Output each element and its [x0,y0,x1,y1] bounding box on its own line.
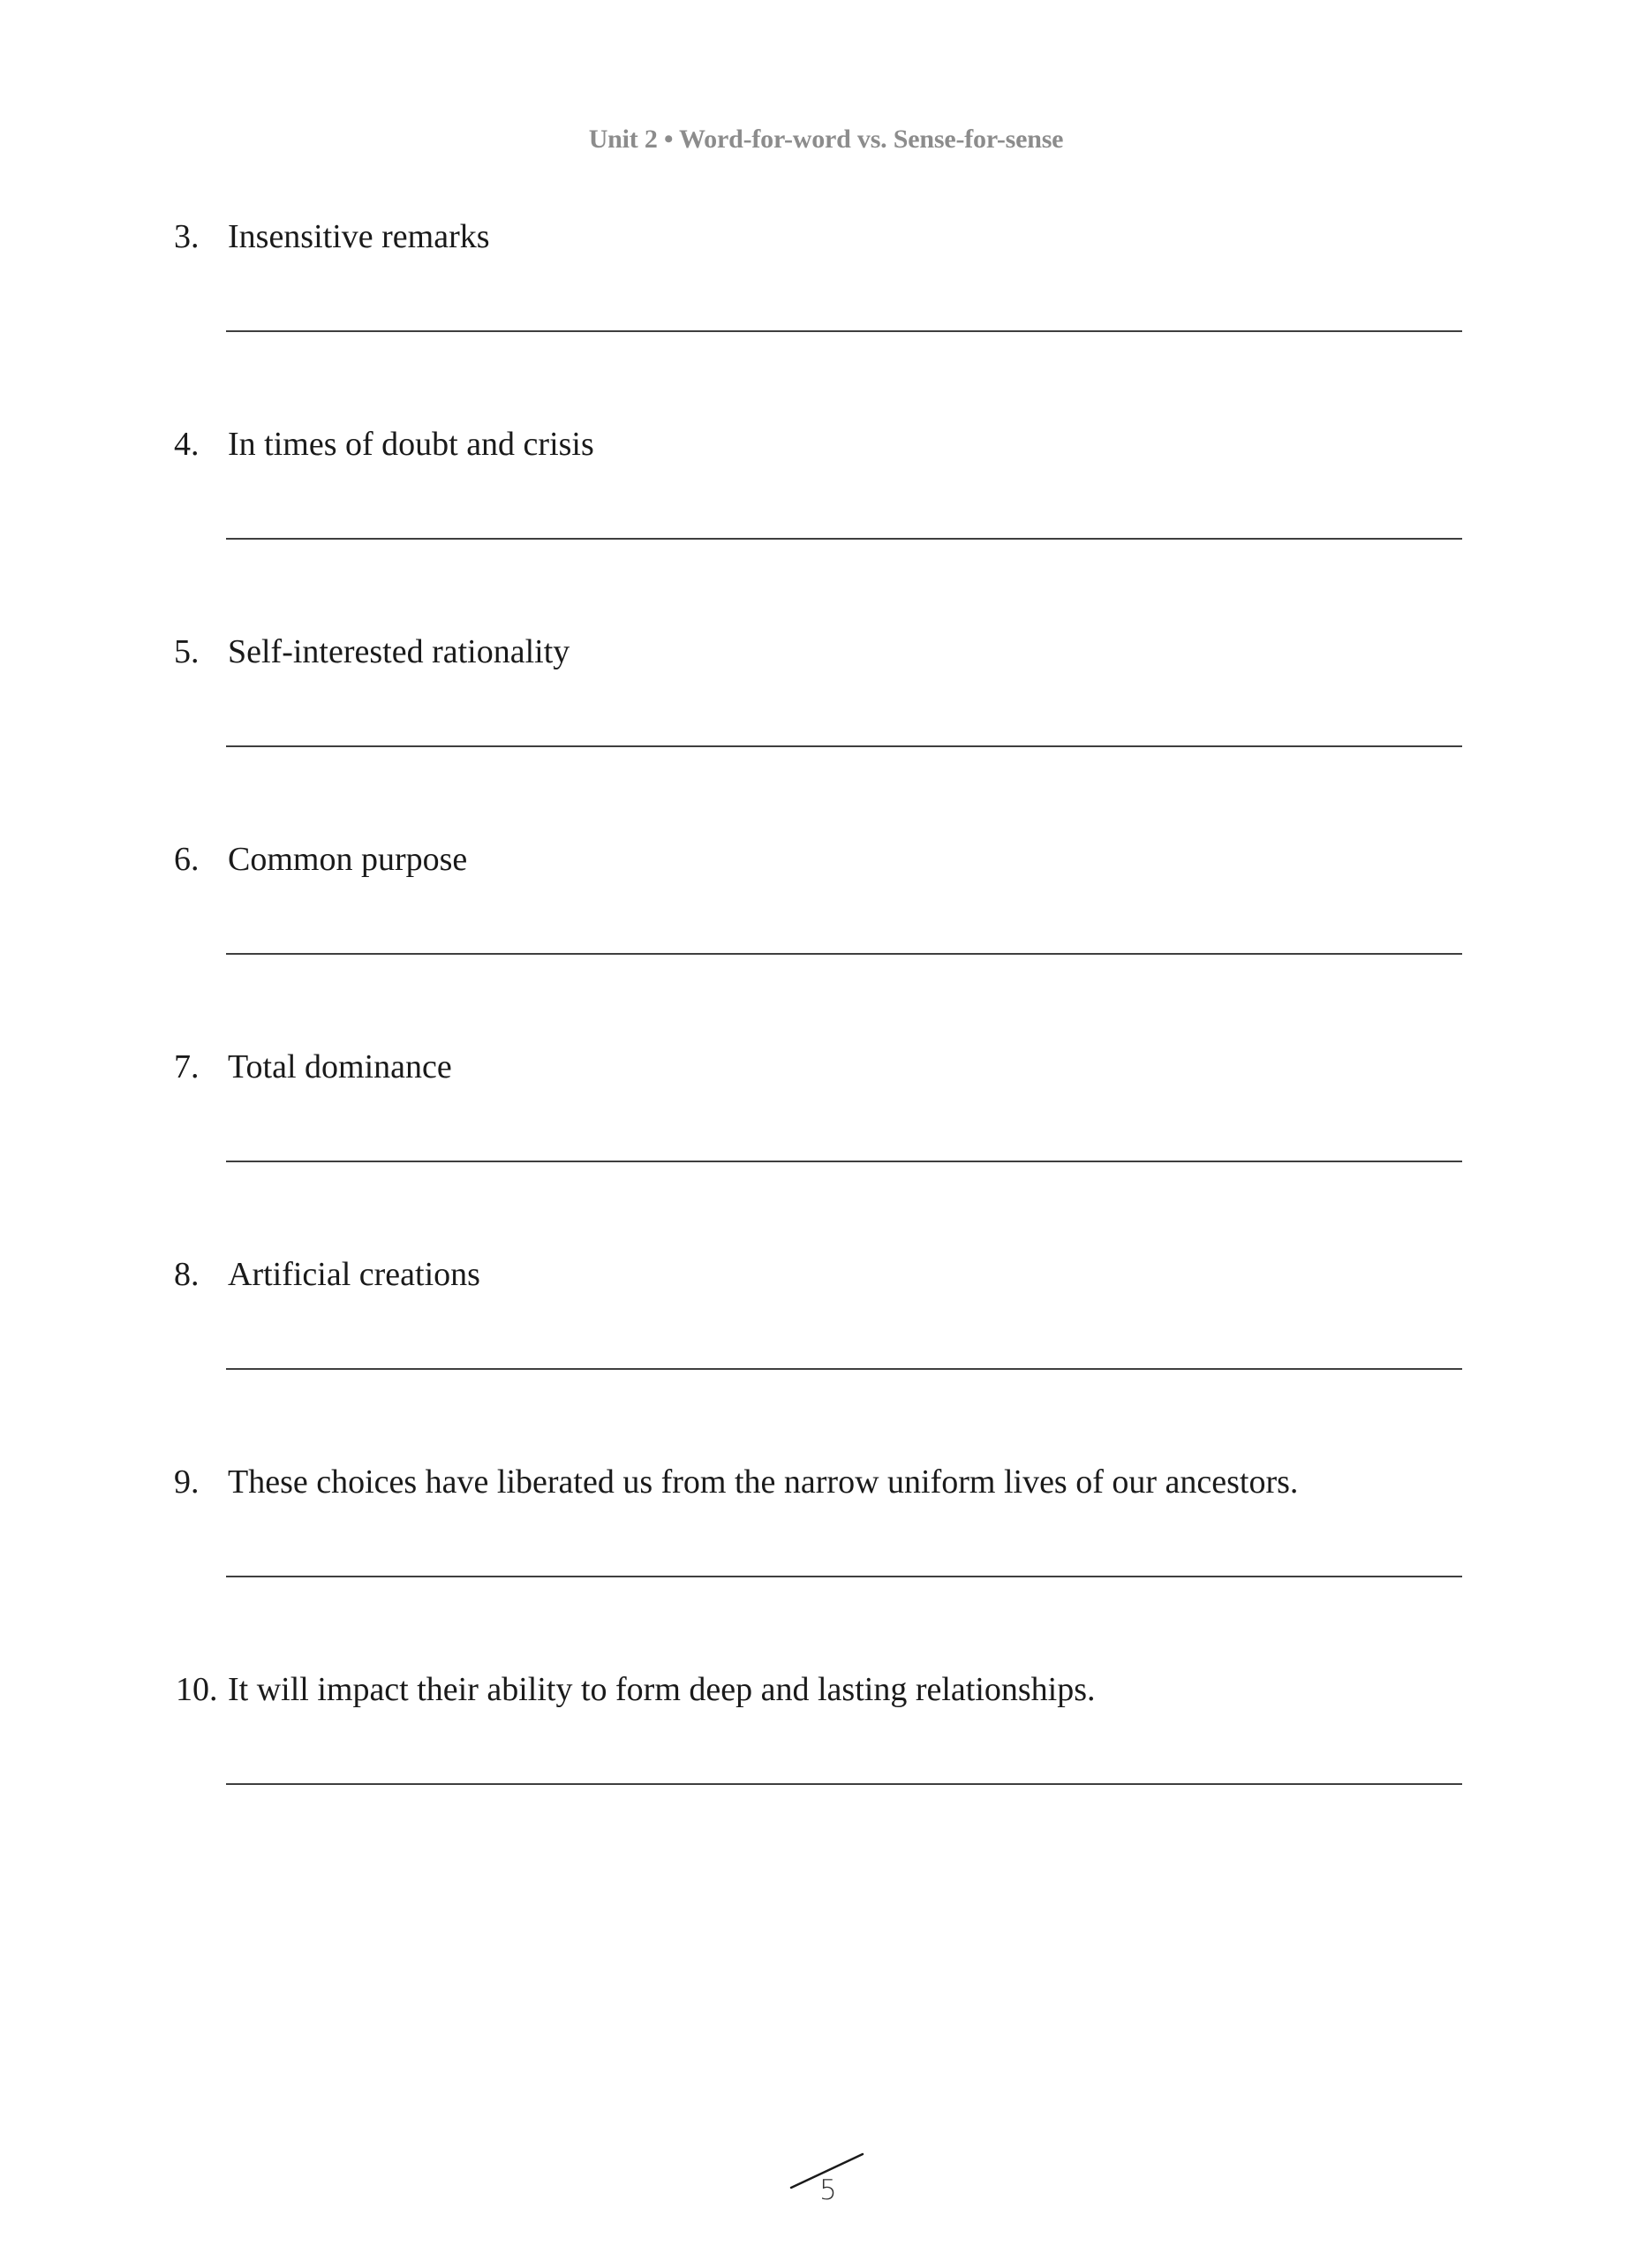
item-number: 4. [174,426,200,463]
running-header: Unit 2 • Word-for-word vs. Sense-for-sense [588,125,1064,154]
page-number: 5 [819,2174,837,2206]
answer-line[interactable] [226,1161,1462,1162]
item-number: 7. [174,1048,200,1085]
item-prompt: Common purpose [228,841,468,878]
exercise-item [0,1047,1652,1255]
exercise-item [0,1670,1652,1878]
item-prompt: These choices have liberated us from the narrow uniform lives of our ancestors. [228,1463,1299,1501]
item-prompt: In times of doubt and crisis [228,426,594,463]
item-prompt: It will impact their ability to form deep and lasting relationships. [228,1671,1096,1708]
item-prompt: Artificial creations [228,1256,480,1293]
answer-line[interactable] [226,1576,1462,1577]
answer-line[interactable] [226,953,1462,955]
answer-line[interactable] [226,1783,1462,1785]
item-number: 6. [174,841,200,878]
answer-line[interactable] [226,1368,1462,1370]
exercise-item [0,840,1652,1047]
exercise-item [0,1463,1652,1670]
item-number: 3. [174,218,200,255]
item-number: 5. [174,633,200,670]
answer-line[interactable] [226,538,1462,540]
item-number: 8. [174,1256,200,1293]
item-number: 10. [176,1671,218,1708]
answer-line[interactable] [226,745,1462,747]
page-folio [777,2146,883,2235]
exercise-item [0,217,1652,425]
exercise-item [0,632,1652,840]
item-prompt: Self-interested rationality [228,633,570,670]
answer-line[interactable] [226,330,1462,332]
item-prompt: Insensitive remarks [228,218,490,255]
exercise-item [0,1255,1652,1463]
item-prompt: Total dominance [228,1048,452,1085]
item-number: 9. [174,1463,200,1501]
exercise-item [0,425,1652,632]
